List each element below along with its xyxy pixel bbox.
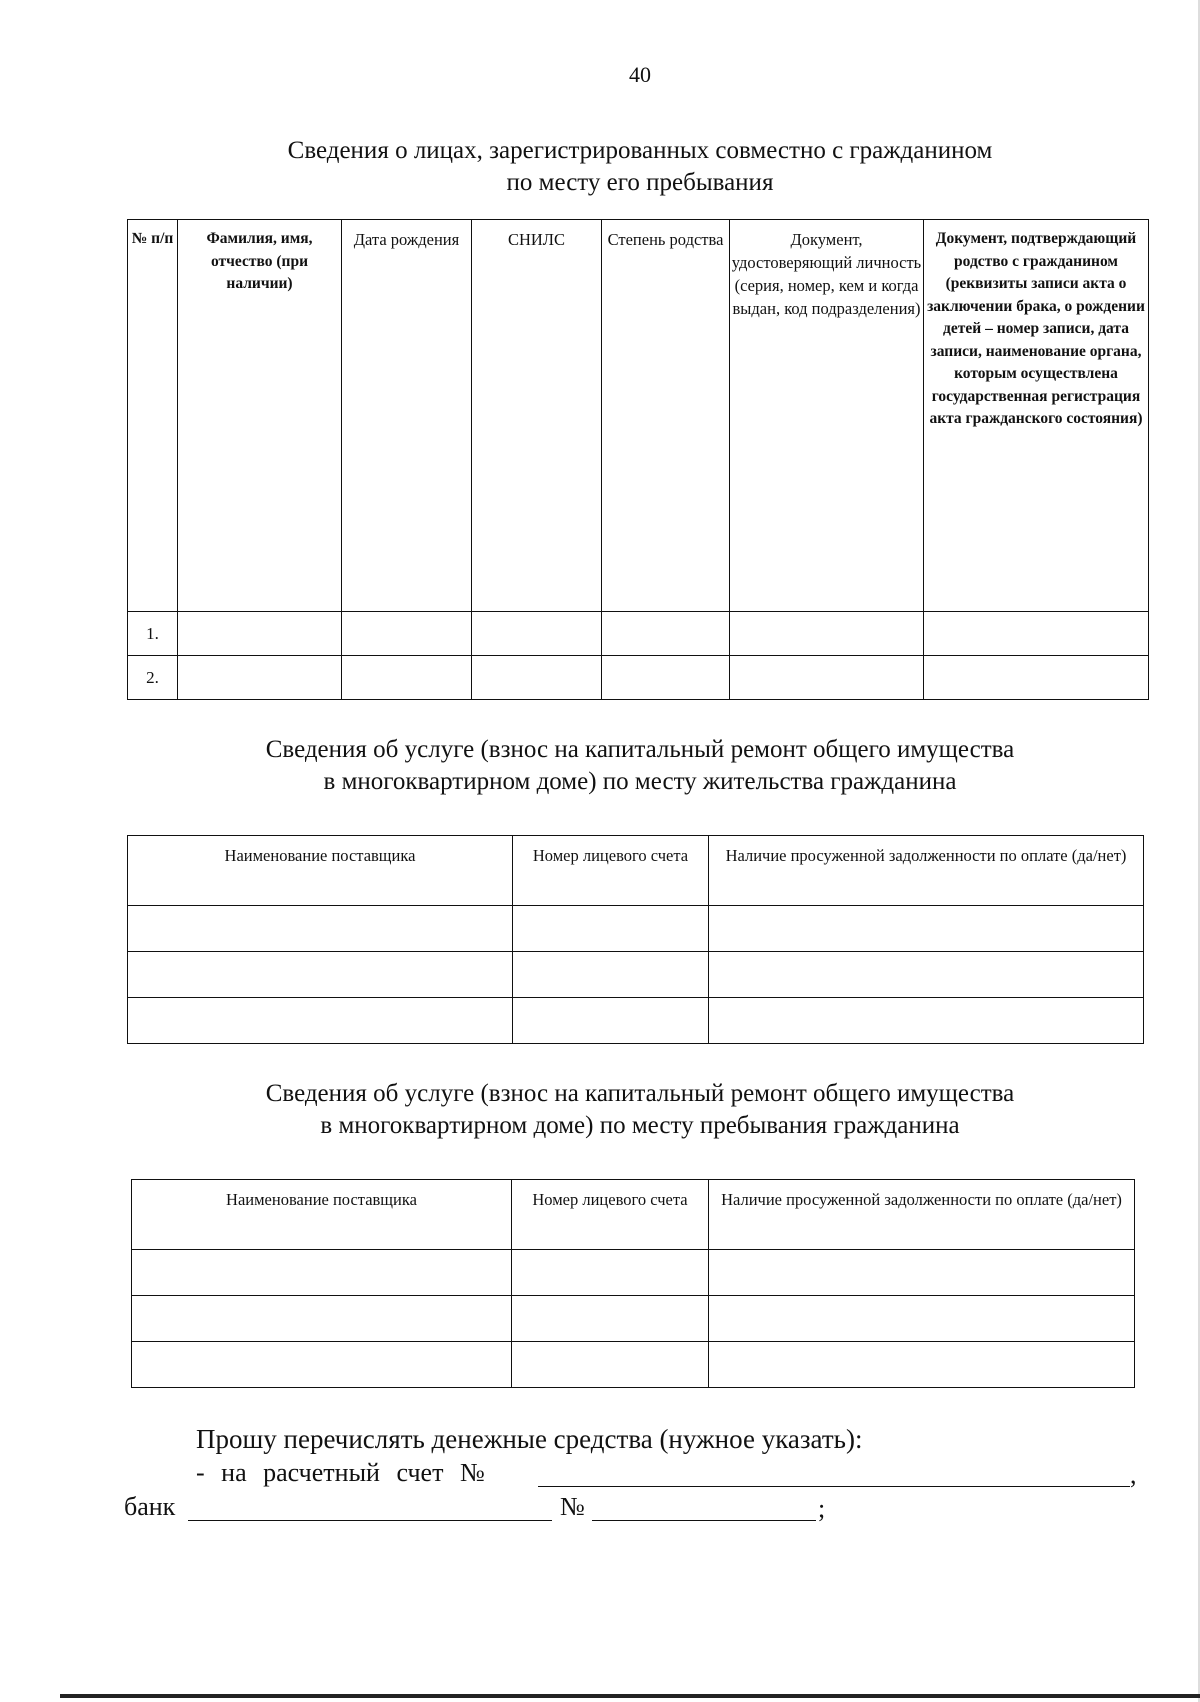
persons-table-header <box>128 220 1149 612</box>
table-row <box>128 612 1149 656</box>
bank-semicolon: ; <box>818 1494 826 1523</box>
account-label: - на расчетный счет № <box>196 1458 485 1487</box>
relation-cell[interactable] <box>602 612 730 656</box>
birthdate-cell[interactable] <box>342 656 472 700</box>
account-cell[interactable] <box>512 1342 709 1388</box>
col-kinship-document-header: Документ, подтверждающий родство с гражданином (реквизиты записи акта о заключении брака, о рождении детей – номер записи, дата записи, наименование органа, которым осуществлена государственная регистрация акта гражданского состояния) <box>924 220 1149 612</box>
section3-title <box>120 1078 1160 1142</box>
table-row <box>128 998 1144 1044</box>
bank-number-field[interactable] <box>592 1520 816 1521</box>
persons-table <box>127 219 1149 700</box>
col-snils-header: СНИЛС <box>472 220 602 612</box>
debt-cell[interactable] <box>709 1296 1135 1342</box>
bank-name-field[interactable] <box>188 1520 552 1521</box>
section2-title-line2: в многоквартирном доме) по месту жительства гражданина <box>323 768 957 795</box>
stay-table-header <box>132 1180 1135 1250</box>
supplier-cell[interactable] <box>128 952 513 998</box>
page-number: 40 <box>629 62 651 87</box>
debt-cell[interactable] <box>709 906 1144 952</box>
section2-title <box>120 734 1160 798</box>
col-supplier-header: Наименование поставщика <box>128 836 513 906</box>
account-cell[interactable] <box>513 952 709 998</box>
account-cell[interactable] <box>513 998 709 1044</box>
row-number: 1. <box>128 612 178 656</box>
section3-title-line1: Сведения об услуге (взнос на капитальный ремонт общего имущества <box>265 1080 1015 1107</box>
residence-service-table <box>127 835 1144 1044</box>
debt-cell[interactable] <box>709 952 1144 998</box>
table-row <box>128 952 1144 998</box>
table-row <box>128 906 1144 952</box>
snils-cell[interactable] <box>472 612 602 656</box>
table-row <box>132 1250 1135 1296</box>
section3-title-line2: в многоквартирном доме) по месту пребывания гражданина <box>320 1112 960 1139</box>
table-row <box>132 1296 1135 1342</box>
col-debt-header: Наличие просуженной задолженности по оплате (да/нет) <box>709 836 1144 906</box>
section1-title-line2: по месту его пребывания <box>506 169 774 196</box>
supplier-cell[interactable] <box>128 998 513 1044</box>
col-account-header: Номер лицевого счета <box>512 1180 709 1250</box>
account-cell[interactable] <box>513 906 709 952</box>
section1-title <box>120 135 1160 199</box>
kinship-document-cell[interactable] <box>924 612 1149 656</box>
residence-table-header <box>128 836 1144 906</box>
bank-label: банк <box>124 1492 176 1521</box>
id-document-cell[interactable] <box>730 612 924 656</box>
relation-cell[interactable] <box>602 656 730 700</box>
debt-cell[interactable] <box>709 1342 1135 1388</box>
fullname-cell[interactable] <box>178 656 342 700</box>
col-supplier-header: Наименование поставщика <box>132 1180 512 1250</box>
col-relation-header: Степень родства <box>602 220 730 612</box>
supplier-cell[interactable] <box>132 1296 512 1342</box>
debt-cell[interactable] <box>709 1250 1135 1296</box>
col-birthdate-header: Дата рождения <box>342 220 472 612</box>
col-number-header: № п/п <box>128 220 178 612</box>
birthdate-cell[interactable] <box>342 612 472 656</box>
col-id-document-header: Документ, удостоверяющий личность (серия, номер, кем и когда выдан, код подразделения) <box>730 220 924 612</box>
supplier-cell[interactable] <box>132 1250 512 1296</box>
col-debt-header: Наличие просуженной задолженности по оплате (да/нет) <box>709 1180 1135 1250</box>
account-number-field[interactable] <box>538 1486 1130 1487</box>
section2-title-line1: Сведения об услуге (взнос на капитальный ремонт общего имущества <box>265 736 1015 763</box>
col-fullname-header: Фамилия, имя, отчество (при наличии) <box>178 220 342 612</box>
scan-bottom-edge <box>60 1694 1200 1698</box>
supplier-cell[interactable] <box>128 906 513 952</box>
table-row <box>132 1342 1135 1388</box>
col-account-header: Номер лицевого счета <box>513 836 709 906</box>
account-comma: , <box>1130 1460 1137 1489</box>
fullname-cell[interactable] <box>178 612 342 656</box>
row-number: 2. <box>128 656 178 700</box>
debt-cell[interactable] <box>709 998 1144 1044</box>
snils-cell[interactable] <box>472 656 602 700</box>
table-row <box>128 656 1149 700</box>
section1-title-line1: Сведения о лицах, зарегистрированных совместно с гражданином <box>287 137 993 164</box>
account-cell[interactable] <box>512 1296 709 1342</box>
kinship-document-cell[interactable] <box>924 656 1149 700</box>
account-cell[interactable] <box>512 1250 709 1296</box>
stay-service-table <box>131 1179 1135 1388</box>
request-intro: Прошу перечислять денежные средства (нужное указать): <box>196 1424 863 1454</box>
id-document-cell[interactable] <box>730 656 924 700</box>
supplier-cell[interactable] <box>132 1342 512 1388</box>
bank-number-label: № <box>560 1492 585 1521</box>
